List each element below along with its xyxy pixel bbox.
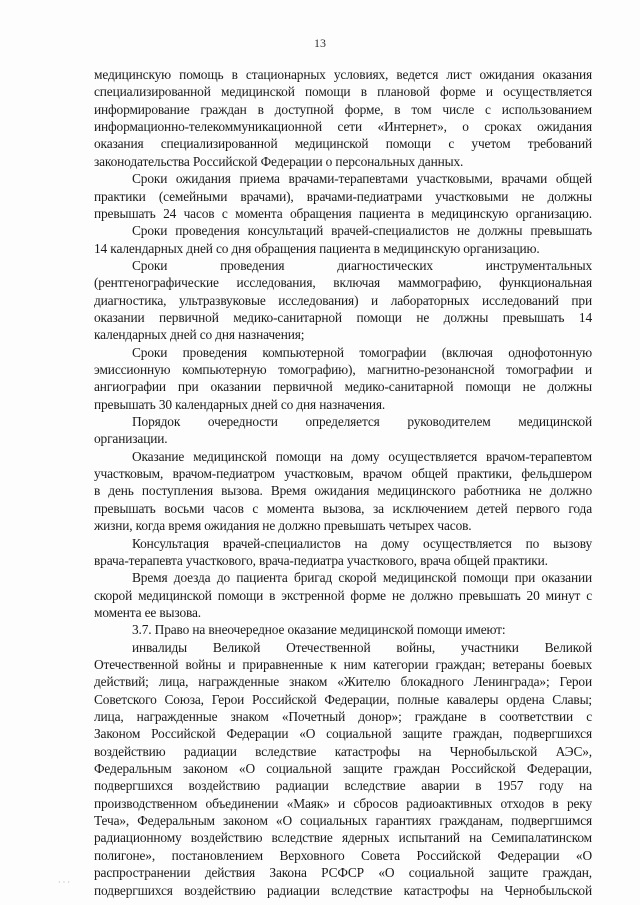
text-line: врача-терапевта участкового, врача-педиатра участкового, врача общей практики. xyxy=(94,552,548,568)
text-line: Оказание медицинской помощи на дому осуществляется врачом-терапевтом xyxy=(132,448,592,464)
text-line: превышать восьми часов с момента вызова, за исключением детей первого года xyxy=(94,500,592,516)
text-line: лица, награжденные знаком «Почетный донор»; граждане в соответствии с xyxy=(94,709,592,724)
text-line: радиационному воздействию вследствие ядерных испытаний на Семипалатинском xyxy=(94,830,592,846)
text-line: оказания специализированной медицинской помощи с учетом требований xyxy=(94,136,592,152)
text-line: Теча», Федеральным законом «О социальных гарантиях гражданам, подвергшимся xyxy=(94,813,592,829)
text-line: 3.7. Право на внеочередное оказание медицинской помощи имеют: xyxy=(132,622,506,638)
text-line: инвалиды Великой Отечественной войны, участники Великой xyxy=(132,639,592,655)
text-line: информирование граждан в доступной форме, в том числе с использованием xyxy=(94,101,592,117)
text-line: превышать 24 часов с момента обращения пациента в медицинскую организацию. xyxy=(94,205,592,221)
text-line: момента ее вызова. xyxy=(94,604,202,620)
text-line: Время доезда до пациента бригад скорой медицинской помощи при оказании xyxy=(132,570,592,586)
text-line: организации. xyxy=(94,431,168,447)
text-line: ангиографии при оказании первичной медико-санитарной помощи не должны xyxy=(94,379,592,395)
text-line: Федеральным законом «О социальной защите граждан Российской Федерации, xyxy=(94,761,592,776)
text-line: жизни, когда время ожидания не должно превышать четырех часов. xyxy=(94,518,472,534)
text-line: Законом Российской Федерации «О социальной защите граждан, подвергшихся xyxy=(94,726,592,742)
text-line: в день поступления вызова. Время ожидания медицинского работника не должно xyxy=(94,483,592,499)
text-line: Отечественной войны и приравненные к ним категории граждан; ветераны боевых xyxy=(94,656,592,672)
text-line: Сроки ожидания приема врачами-терапевтами участковыми, врачами общей xyxy=(132,171,592,187)
text-line: Сроки проведения компьютерной томографии (включая однофотонную xyxy=(132,344,592,360)
scan-specks: · · · xyxy=(58,878,70,887)
text-line: производственном объединении «Маяк» и сбросов радиоактивных отходов в реку xyxy=(94,795,592,811)
text-line: специализированной медицинской помощи в плановой форме и осуществляется xyxy=(94,84,592,100)
text-line: распространении действия Закона РСФСР «О социальной защите граждан, xyxy=(94,865,592,881)
text-line: оказании первичной медико-санитарной помощи не должны превышать 14 xyxy=(94,309,592,325)
text-line: воздействию радиации вследствие катастрофы на Чернобыльской АЭС», xyxy=(94,743,592,759)
text-line: Консультация врачей-специалистов на дому осуществляется по вызову xyxy=(132,535,592,551)
text-line: 14 календарных дней со дня обращения пациента в медицинскую организацию. xyxy=(94,240,540,256)
text-line: участковым, врачом-педиатром участковым, врачом общей практики, фельдшером xyxy=(94,466,592,482)
text-line: (рентгенографические исследования, включая маммографию, функциональная xyxy=(94,275,592,291)
text-line: подвергшихся воздействию радиации вследствие катастрофы на Чернобыльской xyxy=(94,882,592,898)
text-line: Порядок очередности определяется руководителем медицинской xyxy=(132,414,592,429)
text-line: Советского Союза, Герои Российской Федерации, полные кавалеры ордена Славы; xyxy=(94,691,592,707)
text-line: Сроки проведения диагностических инструментальных xyxy=(132,257,592,273)
text-line: медицинскую помощь в стационарных условиях, ведется лист ожидания оказания xyxy=(94,67,592,82)
text-line: практики (семейными врачами), врачами-педиатрами участковыми не должны xyxy=(94,188,592,204)
text-line: действий; лица, награжденные знаком «Жителю блокадного Ленинграда»; Герои xyxy=(94,674,592,690)
text-line: диагностика, ультразвуковые исследования) и лабораторных исследований при xyxy=(94,292,592,308)
text-line: подвергшихся воздействию радиации вследствие аварии в 1957 году на xyxy=(94,778,592,794)
text-line: полигоне», постановлением Верховного Совета Российской Федерации «О xyxy=(94,847,592,863)
text-line: календарных дней со дня назначения; xyxy=(94,327,305,343)
text-line: информационно-телекоммуникационной сети «Интернет», о сроках ожидания xyxy=(94,119,592,135)
text-line: Сроки проведения консультаций врачей-специалистов не должны превышать xyxy=(132,223,592,239)
text-line: скорой медицинской помощи в экстренной форме не должно превышать 20 минут с xyxy=(94,587,592,603)
text-line: превышать 30 календарных дней со дня назначения. xyxy=(94,396,386,412)
text-line: эмиссионную компьютерную томографию), магнитно-резонансной томографии и xyxy=(94,362,592,377)
text-line: законодательства Российской Федерации о персональных данных. xyxy=(94,153,464,169)
page-number: 13 xyxy=(314,36,326,50)
